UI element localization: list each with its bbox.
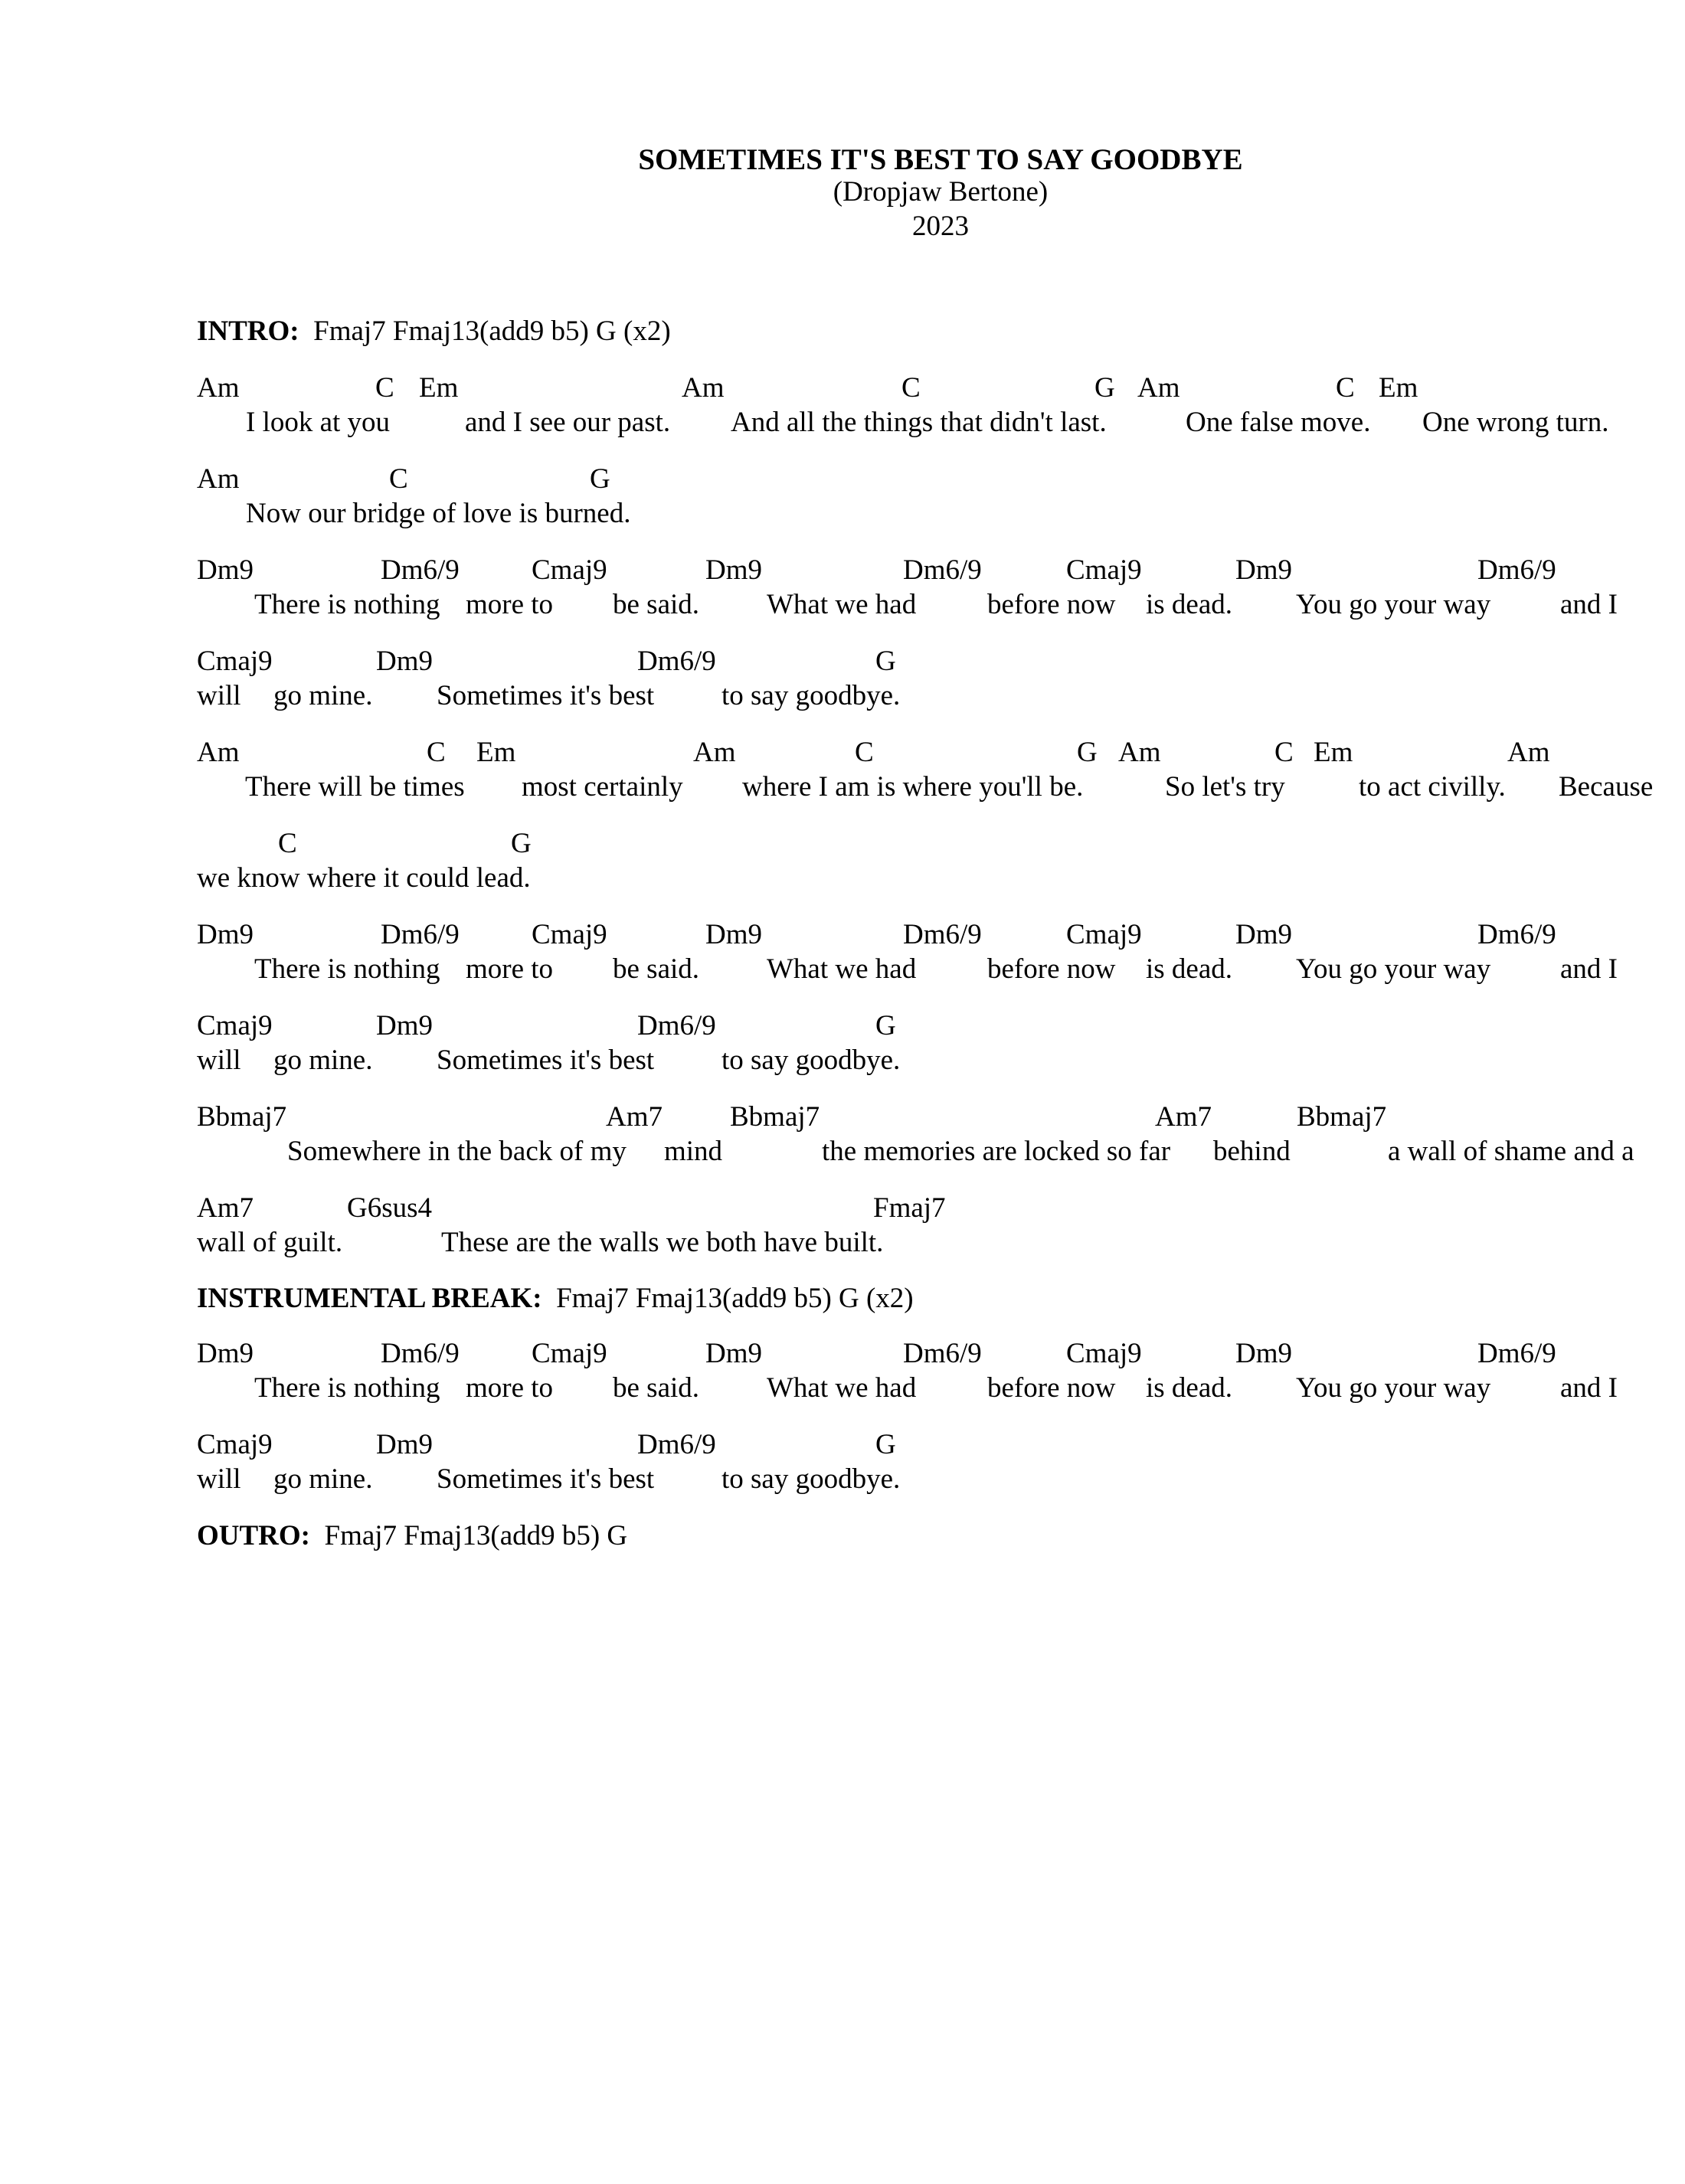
chord: Dm6/9 (1477, 919, 1556, 950)
song-title: SOMETIMES IT'S BEST TO SAY GOODBYE (638, 143, 1243, 176)
chord: Am (1507, 737, 1550, 768)
chord: G (511, 828, 532, 859)
chord: Bbmaj7 (197, 1101, 287, 1133)
lyric: You go your way (1296, 1372, 1491, 1404)
chord: G (1094, 372, 1115, 404)
instrumental-break-line (197, 1284, 914, 1313)
lyric: There is nothing (254, 1372, 440, 1404)
chord: Am (197, 463, 240, 495)
break-chords: Fmaj7 Fmaj13(add9 b5) G (x2) (556, 1283, 914, 1314)
lyric: is dead. (1146, 953, 1233, 985)
lyric: go mine. (273, 1463, 373, 1495)
chord: Dm6/9 (1477, 554, 1556, 586)
chord: Dm6/9 (637, 646, 716, 677)
chord: Dm6/9 (903, 919, 982, 950)
chord: C (855, 737, 874, 768)
lyric: is dead. (1146, 589, 1233, 620)
chord: C (1336, 372, 1355, 404)
chord: Dm9 (197, 554, 254, 586)
lyric: behind (1213, 1136, 1291, 1167)
lyric: most certainly (522, 771, 683, 803)
lyric: One false move. (1186, 407, 1371, 438)
chord: Am7 (197, 1192, 254, 1224)
lyric: to say goodbye. (721, 1045, 901, 1076)
chord: Cmaj9 (1066, 1338, 1142, 1369)
chord: Dm9 (197, 1338, 254, 1369)
chord: C (901, 372, 921, 404)
chord: Em (419, 372, 459, 404)
chord: Dm9 (376, 1010, 433, 1041)
chord: Dm9 (376, 646, 433, 677)
chord: Dm9 (705, 1338, 762, 1369)
chord: Dm6/9 (381, 919, 460, 950)
lyric: be said. (613, 589, 700, 620)
lyric: and I (1560, 589, 1618, 620)
chord: C (427, 737, 446, 768)
chord: Dm9 (705, 919, 762, 950)
lyric: Sometimes it's best (437, 680, 655, 711)
chord: Am (1118, 737, 1161, 768)
chord: Dm9 (197, 919, 254, 950)
intro-chords: Fmaj7 Fmaj13(add9 b5) G (x2) (313, 316, 671, 347)
lyric: There is nothing (254, 953, 440, 985)
chord: Dm9 (1235, 1338, 1292, 1369)
lyric: will (197, 1463, 241, 1495)
lyric: more to (466, 953, 554, 985)
lyric: Sometimes it's best (437, 1045, 655, 1076)
lyric: to say goodbye. (721, 680, 901, 711)
chord: Am7 (1155, 1101, 1212, 1133)
song-artist: (Dropjaw Bertone) (833, 176, 1049, 208)
lyric: One wrong turn. (1422, 407, 1609, 438)
chord: Cmaj9 (1066, 919, 1142, 950)
outro-chords: Fmaj7 Fmaj13(add9 b5) G (324, 1520, 628, 1551)
chord: C (278, 828, 297, 859)
chord: Dm6/9 (381, 554, 460, 586)
lyric: the memories are locked so far (822, 1136, 1171, 1167)
lyric: more to (466, 589, 554, 620)
outro-label: OUTRO: (197, 1520, 310, 1551)
lyric: There will be times (245, 771, 465, 803)
lyric: and I (1560, 953, 1618, 985)
chord: Cmaj9 (532, 554, 607, 586)
chord: Dm6/9 (1477, 1338, 1556, 1369)
lyric: a wall of shame and a (1388, 1136, 1634, 1167)
chord: Dm9 (705, 554, 762, 586)
chord: Am (693, 737, 736, 768)
lyric: So let's try (1165, 771, 1285, 803)
lyric: to say goodbye. (721, 1463, 901, 1495)
chord: G6sus4 (347, 1192, 433, 1224)
lyric: What we had (767, 1372, 917, 1404)
lyric: will (197, 680, 241, 711)
chord: Am (1137, 372, 1180, 404)
lyric: And all the things that didn't last. (731, 407, 1107, 438)
chord: G (1077, 737, 1098, 768)
chord: Cmaj9 (532, 919, 607, 950)
lyric: You go your way (1296, 953, 1491, 985)
chord: Dm9 (1235, 919, 1292, 950)
chord: Em (1314, 737, 1353, 768)
lyric: more to (466, 1372, 554, 1404)
chord: Cmaj9 (1066, 554, 1142, 586)
lyric: mind (664, 1136, 723, 1167)
lyric: wall of guilt. (197, 1227, 343, 1258)
lyric: to act civilly. (1359, 771, 1506, 803)
chord: C (389, 463, 408, 495)
chord: C (1274, 737, 1294, 768)
chord: Dm6/9 (903, 1338, 982, 1369)
lyric: and I (1560, 1372, 1618, 1404)
chord: Dm9 (376, 1429, 433, 1460)
chord: G (590, 463, 610, 495)
lyric: Because (1559, 771, 1654, 803)
lyric: and I see our past. (465, 407, 671, 438)
chord: Am (682, 372, 725, 404)
lyric: Sometimes it's best (437, 1463, 655, 1495)
lyric: What we had (767, 589, 917, 620)
lyric: before now (987, 953, 1116, 985)
chord: G (875, 646, 896, 677)
chord: G (875, 1429, 896, 1460)
chord: Am (197, 372, 240, 404)
break-label: INSTRUMENTAL BREAK: (197, 1283, 542, 1314)
chord: G (875, 1010, 896, 1041)
chord: Bbmaj7 (1297, 1101, 1387, 1133)
chord: Dm6/9 (637, 1010, 716, 1041)
lyric: will (197, 1045, 241, 1076)
lyric: before now (987, 589, 1116, 620)
lyric: go mine. (273, 1045, 373, 1076)
lyric: What we had (767, 953, 917, 985)
lyric: where I am is where you'll be. (742, 771, 1084, 803)
chord: Dm6/9 (637, 1429, 716, 1460)
lyric: be said. (613, 1372, 700, 1404)
lyric: These are the walls we both have built. (441, 1227, 884, 1258)
chord: Fmaj7 (873, 1192, 946, 1224)
chord: Em (476, 737, 516, 768)
chord: Bbmaj7 (730, 1101, 820, 1133)
chord: Cmaj9 (197, 646, 273, 677)
chord: Am7 (606, 1101, 663, 1133)
lyric: we know where it could lead. (197, 862, 531, 894)
lyric: There is nothing (254, 589, 440, 620)
lyric: You go your way (1296, 589, 1491, 620)
chord: Em (1379, 372, 1418, 404)
lyric: Somewhere in the back of my (287, 1136, 627, 1167)
lyric: before now (987, 1372, 1116, 1404)
chord: Dm6/9 (381, 1338, 460, 1369)
lyric: is dead. (1146, 1372, 1233, 1404)
song-year: 2023 (912, 211, 969, 242)
chord: Dm9 (1235, 554, 1292, 586)
chord: C (375, 372, 394, 404)
lyric: be said. (613, 953, 700, 985)
lyric: Now our bridge of love is burned. (246, 498, 631, 529)
intro-label: INTRO: (197, 316, 299, 347)
lyric: go mine. (273, 680, 373, 711)
chord: Cmaj9 (197, 1010, 273, 1041)
lyric: I look at you (246, 407, 391, 438)
chord: Cmaj9 (532, 1338, 607, 1369)
intro-line (197, 317, 671, 345)
outro-line (197, 1522, 627, 1550)
chord: Dm6/9 (903, 554, 982, 586)
chord: Am (197, 737, 240, 768)
chord: Cmaj9 (197, 1429, 273, 1460)
